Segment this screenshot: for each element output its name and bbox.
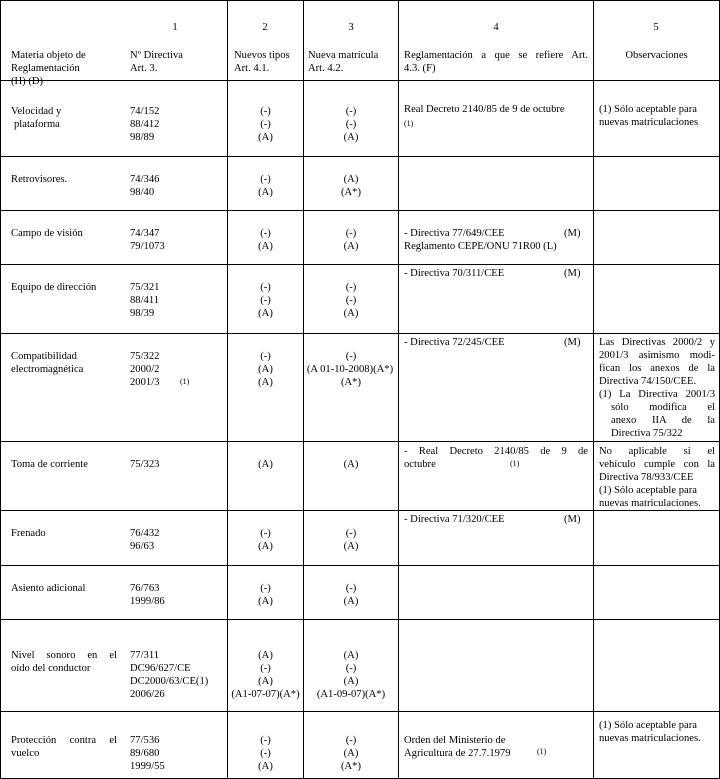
matricula-value: (A1-09-07)(A*) xyxy=(316,689,386,700)
nuevos-value: (A) xyxy=(258,377,273,388)
matricula-value: (A) xyxy=(343,174,359,185)
matricula-value: (A*) xyxy=(340,187,361,198)
row-divider xyxy=(0,333,720,334)
matricula-value: (-) xyxy=(345,106,357,117)
nuevos-value: (A) xyxy=(258,596,273,607)
row-divider xyxy=(0,441,720,442)
matricula-value: (A) xyxy=(343,748,359,759)
observaciones-text: anexo IIA de la xyxy=(611,415,715,426)
directiva-value: 76/763 xyxy=(130,583,160,594)
materia-text: Velocidad y xyxy=(11,106,62,117)
matricula-value: (-) xyxy=(345,583,357,594)
reglamentacion-text: Agricultura de 27.7.1979 xyxy=(404,748,511,759)
reglamentacion-text: Real Decreto 2140/85 de 9 de octubre xyxy=(404,104,565,115)
nuevos-value: (A) xyxy=(258,187,273,198)
directiva-value: 98/89 xyxy=(130,132,155,143)
matricula-value: (-) xyxy=(345,528,357,539)
matricula-value: (A) xyxy=(343,241,359,252)
footnote-marker: (1) xyxy=(510,459,520,468)
materia-text: Nivel sonoro en el xyxy=(11,650,117,661)
reglamentacion-text: octubre xyxy=(404,459,436,470)
materia-text: vuelco xyxy=(11,748,40,759)
header-materia-line: (H) (D) xyxy=(11,76,44,87)
nuevos-value: (-) xyxy=(260,295,271,306)
nuevos-value: (A1-07-07)(A*) xyxy=(231,689,300,700)
directiva-value: 74/346 xyxy=(130,174,160,185)
reglamentacion-text: - Directiva 77/649/CEE xyxy=(404,228,505,239)
column-number-4: 4 xyxy=(493,22,499,33)
nuevos-value: (A) xyxy=(258,459,273,470)
nuevos-value: (A) xyxy=(258,761,273,772)
directiva-value: 98/39 xyxy=(130,308,155,319)
matricula-value: (A) xyxy=(343,308,359,319)
directiva-value: 2006/26 xyxy=(130,689,165,700)
nuevos-value: (A) xyxy=(258,650,273,661)
matricula-value: (A) xyxy=(343,596,359,607)
nuevos-value: (-) xyxy=(260,583,271,594)
matricula-value: (-) xyxy=(345,735,357,746)
nuevos-value: (-) xyxy=(260,228,271,239)
row-divider xyxy=(0,156,720,157)
materia-text: Retrovisores. xyxy=(11,174,68,185)
nuevos-value: (A) xyxy=(258,364,273,375)
column-divider xyxy=(593,0,594,779)
nuevos-value: (-) xyxy=(260,351,271,362)
header-materia-line: Materia objeto de xyxy=(11,50,86,61)
materia-text: Compatibilidad xyxy=(11,351,77,362)
matricula-value: (A) xyxy=(343,541,359,552)
reglamentacion-code: (M) xyxy=(564,228,581,239)
directiva-value: 79/1073 xyxy=(130,241,165,252)
materia-text: electromagnética xyxy=(11,364,84,375)
row-divider xyxy=(0,264,720,265)
observaciones-text: sólo modifica el xyxy=(611,402,715,413)
matricula-value: (A) xyxy=(343,676,359,687)
reglamentacion-text: - Directiva 70/311/CEE xyxy=(404,268,505,279)
matricula-value: (A*) xyxy=(340,377,361,388)
nuevos-value: (-) xyxy=(260,528,271,539)
matricula-value: (-) xyxy=(345,663,357,674)
nuevos-value: (A) xyxy=(258,241,273,252)
row-divider xyxy=(0,80,720,81)
directiva-value: 74/347 xyxy=(130,228,160,239)
nuevos-value: (-) xyxy=(260,282,271,293)
footnote-marker: (1) xyxy=(180,377,190,386)
header-observaciones: Observaciones xyxy=(625,50,688,61)
directiva-value: 74/152 xyxy=(130,106,160,117)
directiva-value: 88/412 xyxy=(130,119,160,130)
observaciones-text: (1) Sólo aceptable para xyxy=(599,485,697,496)
materia-text: Protección contra el xyxy=(11,735,117,746)
nuevos-value: (A) xyxy=(258,541,273,552)
directiva-value: 96/63 xyxy=(130,541,155,552)
matricula-value: (A 01-10-2008)(A*) xyxy=(306,364,394,375)
observaciones-text: vehículo cumple con la xyxy=(599,459,715,470)
observaciones-text: nuevas matriculaciones xyxy=(599,117,699,128)
materia-text: Campo de visión xyxy=(11,228,83,239)
matricula-value: (-) xyxy=(345,228,357,239)
header-reglamentacion-line: Reglamentación a que se refiere Art. xyxy=(404,50,588,61)
directiva-value: 75/321 xyxy=(130,282,160,293)
reglamentacion-text: Orden del Ministerio de xyxy=(404,735,506,746)
directiva-value: 1999/55 xyxy=(130,761,165,772)
header-materia-line: Reglamentación xyxy=(11,63,80,74)
directiva-value: 77/536 xyxy=(130,735,160,746)
header-matricula-line: Nueva matrícula xyxy=(308,50,379,61)
row-divider xyxy=(0,210,720,211)
column-number-5: 5 xyxy=(653,22,659,33)
materia-text: oído del conductor xyxy=(11,663,91,674)
header-reglamentacion-line: 4.3. (F) xyxy=(404,63,436,74)
nuevos-value: (-) xyxy=(260,735,271,746)
materia-text: Frenado xyxy=(11,528,46,539)
materia-text: Equipo de dirección xyxy=(11,282,97,293)
header-nuevos-line: Nuevos tipos xyxy=(234,50,290,61)
reglamentacion-code: (M) xyxy=(564,514,581,525)
observaciones-text: Directiva 74/150/CEE. xyxy=(599,376,697,387)
matricula-value: (-) xyxy=(345,119,357,130)
nuevos-value: (A) xyxy=(258,676,273,687)
nuevos-value: (-) xyxy=(260,663,271,674)
row-divider xyxy=(0,619,720,620)
observaciones-text: nuevas matriculaciones. xyxy=(599,498,701,509)
observaciones-text: Directiva 75/322 xyxy=(611,428,683,439)
observaciones-text: (1) La Directiva 2001/3 xyxy=(599,389,715,400)
nuevos-value: (-) xyxy=(260,119,271,130)
observaciones-text: (1) Sólo aceptable para xyxy=(599,104,697,115)
row-divider xyxy=(0,565,720,566)
materia-text: plataforma xyxy=(14,119,60,130)
nuevos-value: (-) xyxy=(260,748,271,759)
matricula-value: (A) xyxy=(343,459,359,470)
matricula-value: (-) xyxy=(345,351,357,362)
matricula-value: (A) xyxy=(343,132,359,143)
observaciones-text: Directiva 78/933/CEE xyxy=(599,472,694,483)
observaciones-text: 2001/3 asimismo modi- xyxy=(599,350,715,361)
nuevos-value: (A) xyxy=(258,308,273,319)
header-matricula-line: Art. 4.2. xyxy=(308,63,344,74)
nuevos-value: (A) xyxy=(258,132,273,143)
directiva-value: 88/411 xyxy=(130,295,160,306)
directiva-value: DC96/627/CE xyxy=(130,663,191,674)
reglamentacion-code: (M) xyxy=(564,268,581,279)
header-directiva-line: Nº Directiva xyxy=(130,50,183,61)
matricula-value: (-) xyxy=(345,282,357,293)
directiva-value: 76/432 xyxy=(130,528,160,539)
reglamentacion-text: (1) xyxy=(404,119,414,128)
directiva-value: 2000/2 xyxy=(130,364,160,375)
matricula-value: (-) xyxy=(345,295,357,306)
directiva-value: 2001/3 xyxy=(130,377,160,388)
nuevos-value: (-) xyxy=(260,106,271,117)
column-number-2: 2 xyxy=(262,22,268,33)
column-number-1: 1 xyxy=(172,22,178,33)
observaciones-text: fican los anexos de la xyxy=(599,363,715,374)
materia-text: Asiento adicional xyxy=(11,583,86,594)
column-divider xyxy=(398,0,399,779)
directiva-value: 75/322 xyxy=(130,351,160,362)
table-border-top xyxy=(0,0,720,1)
reglamentacion-text: - Directiva 72/245/CEE xyxy=(404,337,505,348)
table-border-left xyxy=(0,0,1,779)
directiva-value: 1999/86 xyxy=(130,596,165,607)
header-nuevos-line: Art. 4.1. xyxy=(234,63,270,74)
directiva-value: 89/680 xyxy=(130,748,160,759)
directiva-value: 75/323 xyxy=(130,459,160,470)
observaciones-text: nuevas matriculaciones. xyxy=(599,733,701,744)
reglamentacion-text: Reglamento CEPE/ONU 71R00 (L) xyxy=(404,241,557,252)
observaciones-text: Las Directivas 2000/2 y xyxy=(599,337,715,348)
header-directiva-line: Art. 3. xyxy=(130,63,158,74)
row-divider xyxy=(0,711,720,712)
column-number-3: 3 xyxy=(348,22,354,33)
directiva-value: 98/40 xyxy=(130,187,155,198)
reglamentacion-code: (M) xyxy=(564,337,581,348)
directiva-value: DC2000/63/CE(1) xyxy=(130,676,209,687)
reglamentacion-text: - Real Decreto 2140/85 de 9 de xyxy=(404,446,588,457)
materia-text: Toma de corriente xyxy=(11,459,88,470)
observaciones-text: No aplicable si el xyxy=(599,446,715,457)
observaciones-text: (1) Sólo aceptable para xyxy=(599,720,697,731)
footnote-marker: (1) xyxy=(537,747,547,756)
nuevos-value: (-) xyxy=(260,174,271,185)
directiva-value: 77/311 xyxy=(130,650,160,661)
matricula-value: (A) xyxy=(343,650,359,661)
matricula-value: (A*) xyxy=(340,761,361,772)
reglamentacion-text: - Directiva 71/320/CEE xyxy=(404,514,505,525)
